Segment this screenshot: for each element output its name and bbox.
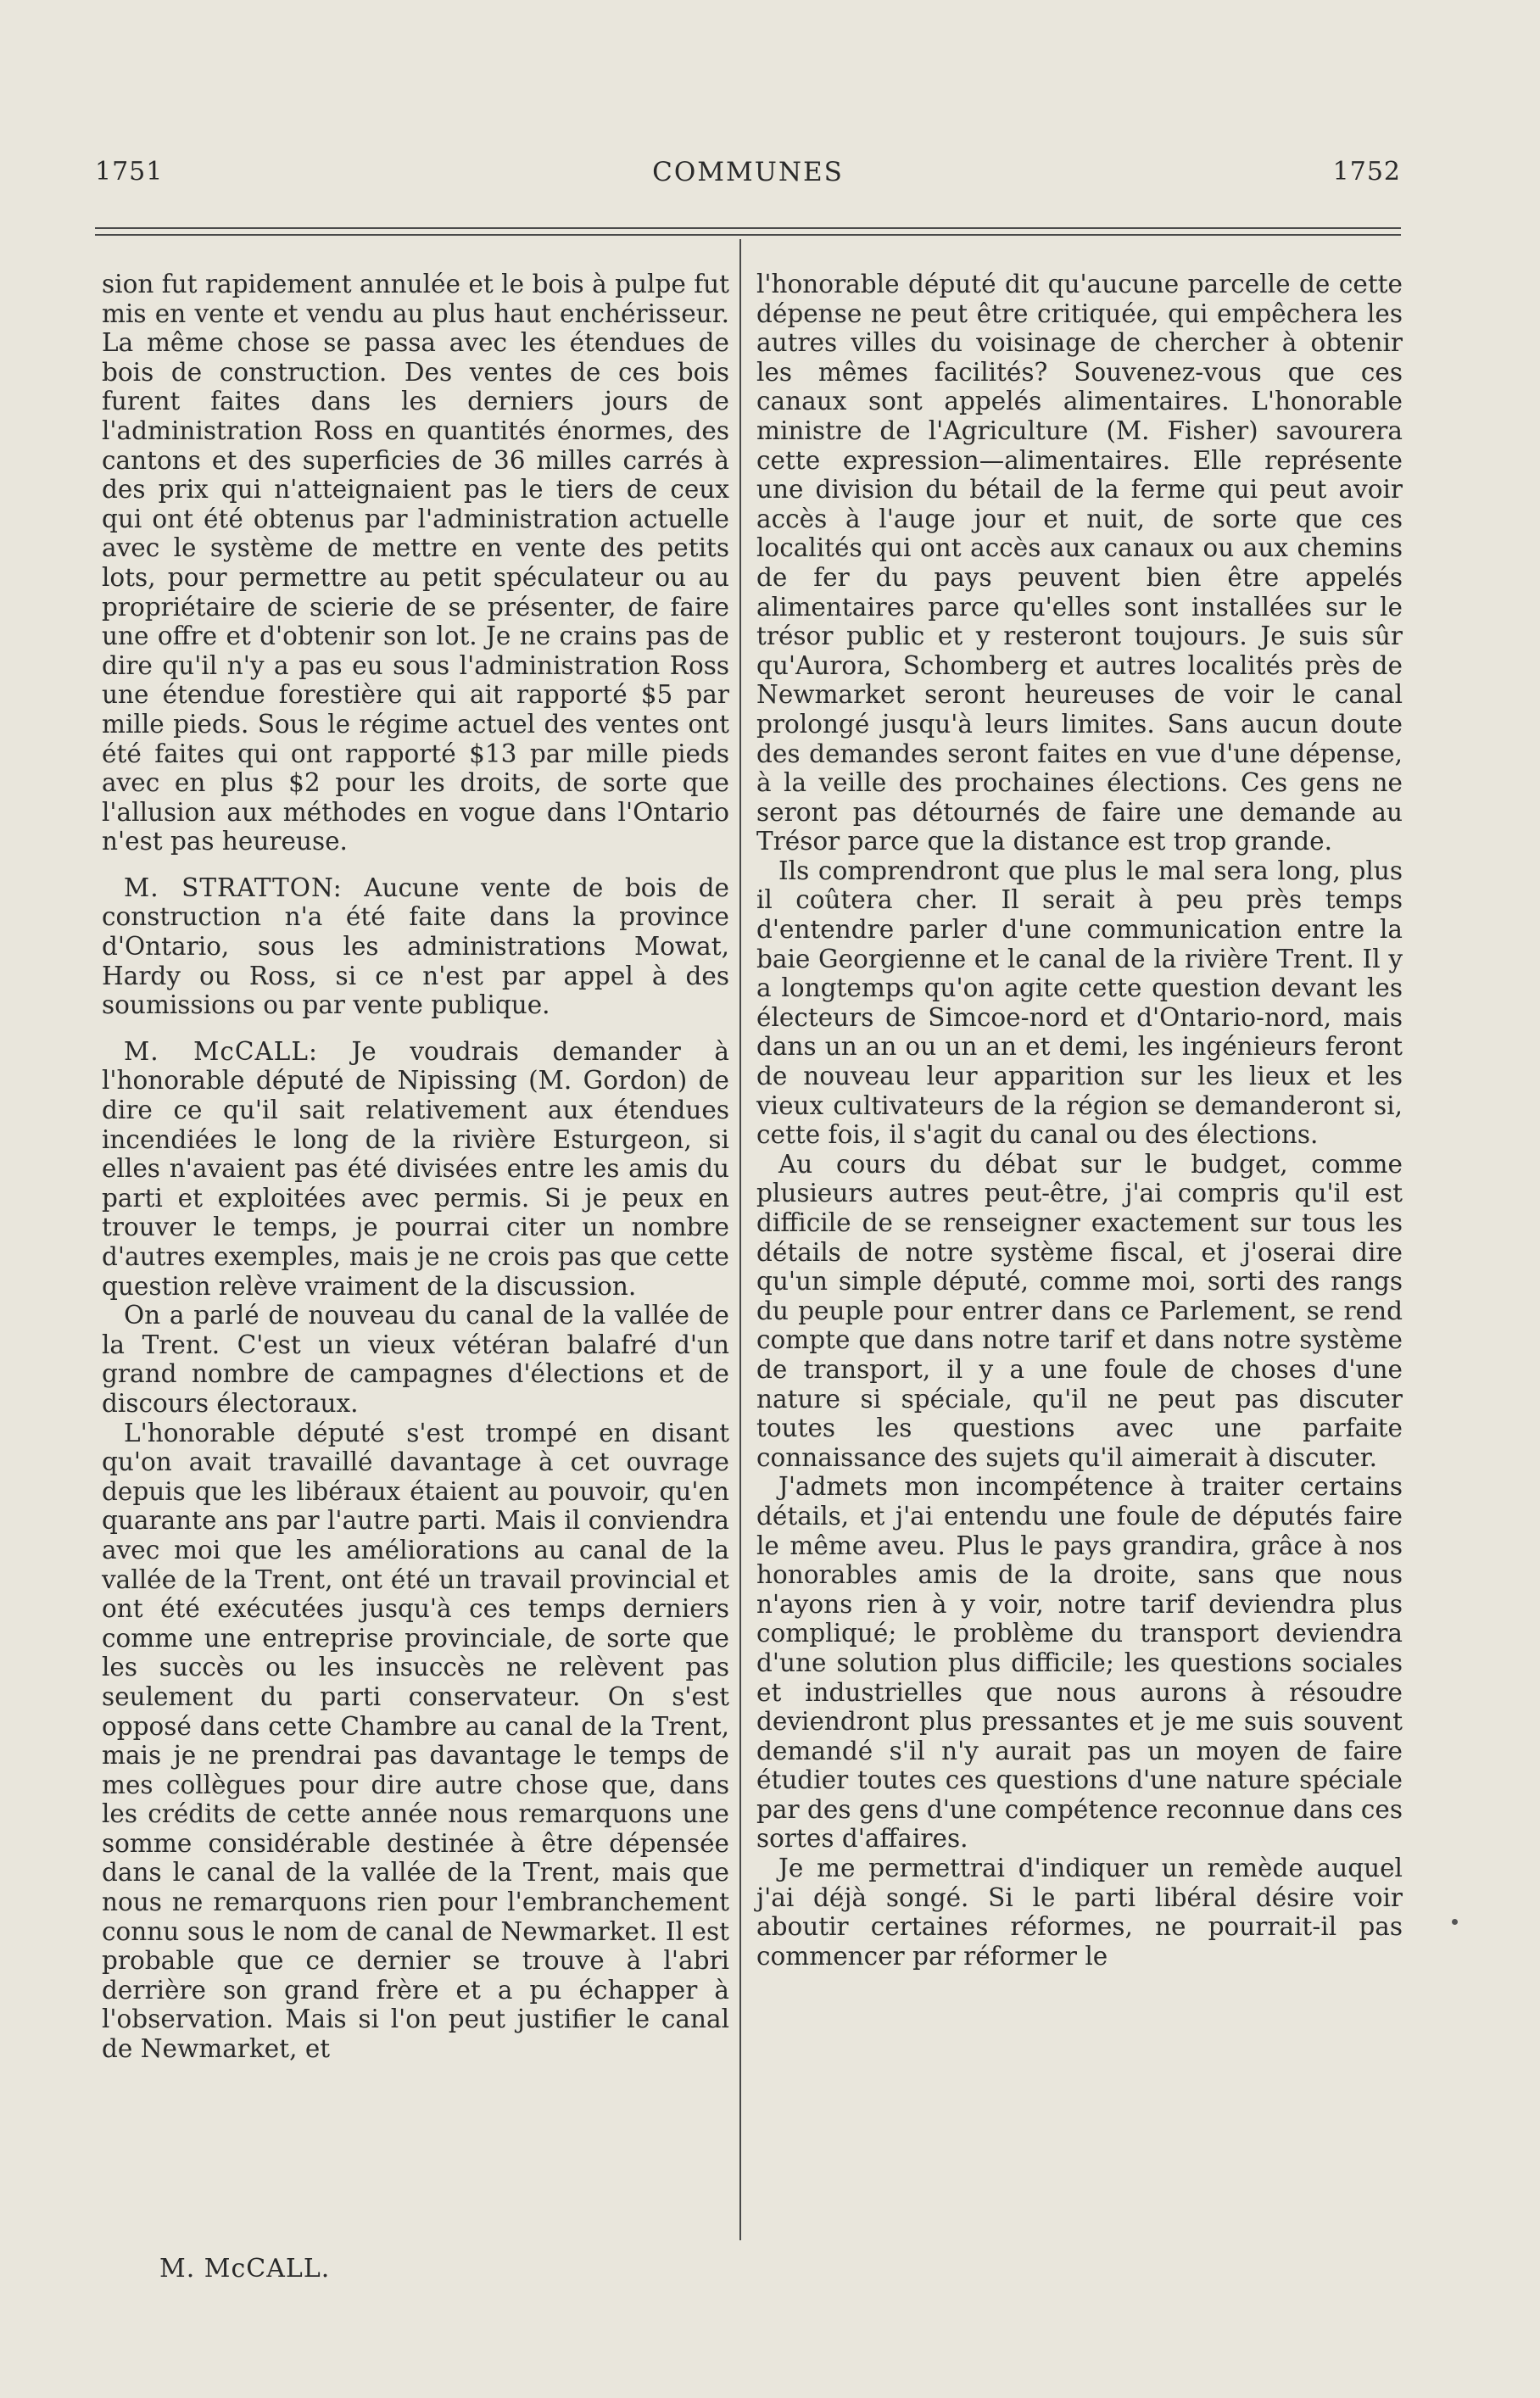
paragraph [102, 873, 729, 1020]
paragraph: L'honorable député s'est trompé en disant qu'on avait travaillé davantage à cet ouvrage depuis que les libéraux étaient au pouvoir, qu'en quarante ans par l'autre parti. Mais il conviendra avec moi que les améliorations au canal de la vallée de la Trent, ont été un travail provincial et ont été exécutées jusqu'à ces temps derniers comme une entreprise provinciale, de sorte que les succès ou les insuccès ne relèvent pas seulement du parti conservateur. On s'est opposé dans cette Chambre au canal de la Trent, mais je ne prendrai pas davantage le temps de mes collègues pour dire autre chose que, dans les crédits de cette année nous remarquons une somme considérable destinée à être dépensée dans le canal de la vallée de la Trent, mais que nous ne remarquons rien pour l'embranchement connu sous le nom de canal de Newmarket. Il est probable que ce dernier se trouve à l'abri derrière son grand frère et a pu échapper à l'observation. Mais si l'on peut justifier le canal de Newmarket, et [102, 1418, 729, 2064]
paragraph: Ils comprendront que plus le mal sera long, plus il coûtera cher. Il serait à peu près temps d'entendre parler d'une communication entre la baie Georgienne et le canal de la rivière Trent. Il y a longtemps qu'on agite cette question devant les électeurs de Simcoe-nord et d'Ontario-nord, mais dans un an ou un an et demi, les ingénieurs feront de nouveau leur apparition sur les lieux et les vieux cultivateurs de la région se demanderont si, cette fois, il s'agit du canal ou des élections. [756, 856, 1403, 1150]
running-title: COMMUNES [652, 157, 844, 187]
speech-text: Je voudrais demander à l'honorable député de Nipissing (M. Gordon) de dire ce qu'il sait relativement aux étendues incendiées le long de la rivière Esturgeon, si elles n'avaient pas été divisées entre les amis du parti et exploitées avec permis. Si je peux en trouver le temps, je pourrai citer un nombre d'autres exemples, mais je ne crois pas que cette question relève vraiment de la discussion. [102, 1036, 729, 1301]
ink-dot [1452, 1919, 1458, 1925]
paragraph: J'admets mon incompétence à traiter certains détails, et j'ai entendu une foule de députés faire le même aveu. Plus le pays grandira, grâce à nos honorables amis de la droite, sans que nous n'ayons rien à y voir, notre tarif deviendra plus compliqué; le problème du transport deviendra d'une solution plus difficile; les questions sociales et industrielles que nous aurons à résoudre deviendront plus pressantes et je me suis souvent demandé s'il n'y aurait pas un moyen de faire étudier toutes ces questions d'une nature spéciale par des gens d'une compétence reconnue dans ces sortes d'affaires. [756, 1472, 1403, 1854]
column-divider [739, 239, 741, 2240]
paragraph: On a parlé de nouveau du canal de la vallée de la Trent. C'est un vieux vétéran balafré d'un grand nombre de campagnes d'élections et de discours électoraux. [102, 1301, 729, 1418]
speaker-name: M. STRATTON: [124, 873, 343, 902]
right-column [756, 270, 1403, 1971]
footer-speaker: M. McCALL. [159, 2254, 331, 2284]
page-number-right: 1752 [1332, 157, 1401, 187]
paragraph [102, 1037, 729, 1301]
speaker-name: M. McCALL: [124, 1036, 318, 1066]
header-rule-top [95, 227, 1401, 229]
paragraph: Au cours du débat sur le budget, comme plusieurs autres peut-être, j'ai compris qu'il est difficile de se renseigner exactement sur tous les détails de notre système fiscal, et j'oserai dire qu'un simple député, comme moi, sorti des rangs du peuple pour entrer dans ce Parlement, se rend compte que dans notre tarif et dans notre système de transport, il y a une foule de choses d'une nature si spéciale, qu'il ne peut pas discuter toutes les questions avec une parfaite connaissance des sujets qu'il aimerait à discuter. [756, 1149, 1403, 1472]
page-number-left: 1751 [95, 157, 164, 187]
paragraph: sion fut rapidement annulée et le bois à pulpe fut mis en vente et vendu au plus haut enchérisseur. La même chose se passa avec les étendues de bois de construction. Des ventes de ces bois furent faites dans les derniers jours de l'administration Ross en quantités énormes, des cantons et des superficies de 36 milles carrés à des prix qui n'atteignaient pas le tiers de ceux qui ont été obtenus par l'administration actuelle avec le système de mettre en vente des petits lots, pour permettre au petit spéculateur ou au propriétaire de scierie de se présenter, de faire une offre et d'obtenir son lot. Je ne crains pas de dire qu'il n'y a pas eu sous l'administration Ross une étendue forestière qui ait rapporté $5 par mille pieds. Sous le régime actuel des ventes ont été faites qui ont rapporté $13 par mille pieds avec en plus $2 pour les droits, de sorte que l'allusion aux méthodes en vogue dans l'Ontario n'est pas heureuse. [102, 270, 729, 856]
header-rule-bottom [95, 234, 1401, 236]
speech-text: Aucune vente de bois de construction n'a été faite dans la province d'Ontario, sous les administrations Mowat, Hardy ou Ross, si ce n'est par appel à des soumissions ou par vente publique. [102, 873, 729, 1020]
left-column [102, 270, 729, 2064]
paragraph: l'honorable député dit qu'aucune parcelle de cette dépense ne peut être critiquée, qui empêchera les autres villes du voisinage de chercher à obtenir les mêmes facilités? Souvenez-vous que ces canaux sont appelés alimentaires. L'honorable ministre de l'Agriculture (M. Fisher) savourera cette expression—alimentaires. Elle représente une division du bétail de la ferme qui peut avoir accès à l'auge jour et nuit, de sorte que ces localités qui ont accès aux canaux ou aux chemins de fer du pays peuvent bien être appelés alimentaires parce qu'elles sont installées sur le trésor public et y resteront toujours. Je suis sûr qu'Aurora, Schomberg et autres localités près de Newmarket seront heureuses de voir le canal prolongé jusqu'à leurs limites. Sans aucun doute des demandes seront faites en vue d'une dépense, à la veille des prochaines élections. Ces gens ne seront pas détournés de faire une demande au Trésor parce que la distance est trop grande. [756, 270, 1403, 856]
paragraph: Je me permettrai d'indiquer un remède auquel j'ai déjà songé. Si le parti libéral désire voir aboutir certaines réformes, ne pourrait-il pas commencer par réformer le [756, 1854, 1403, 1971]
page-header [95, 157, 1401, 199]
